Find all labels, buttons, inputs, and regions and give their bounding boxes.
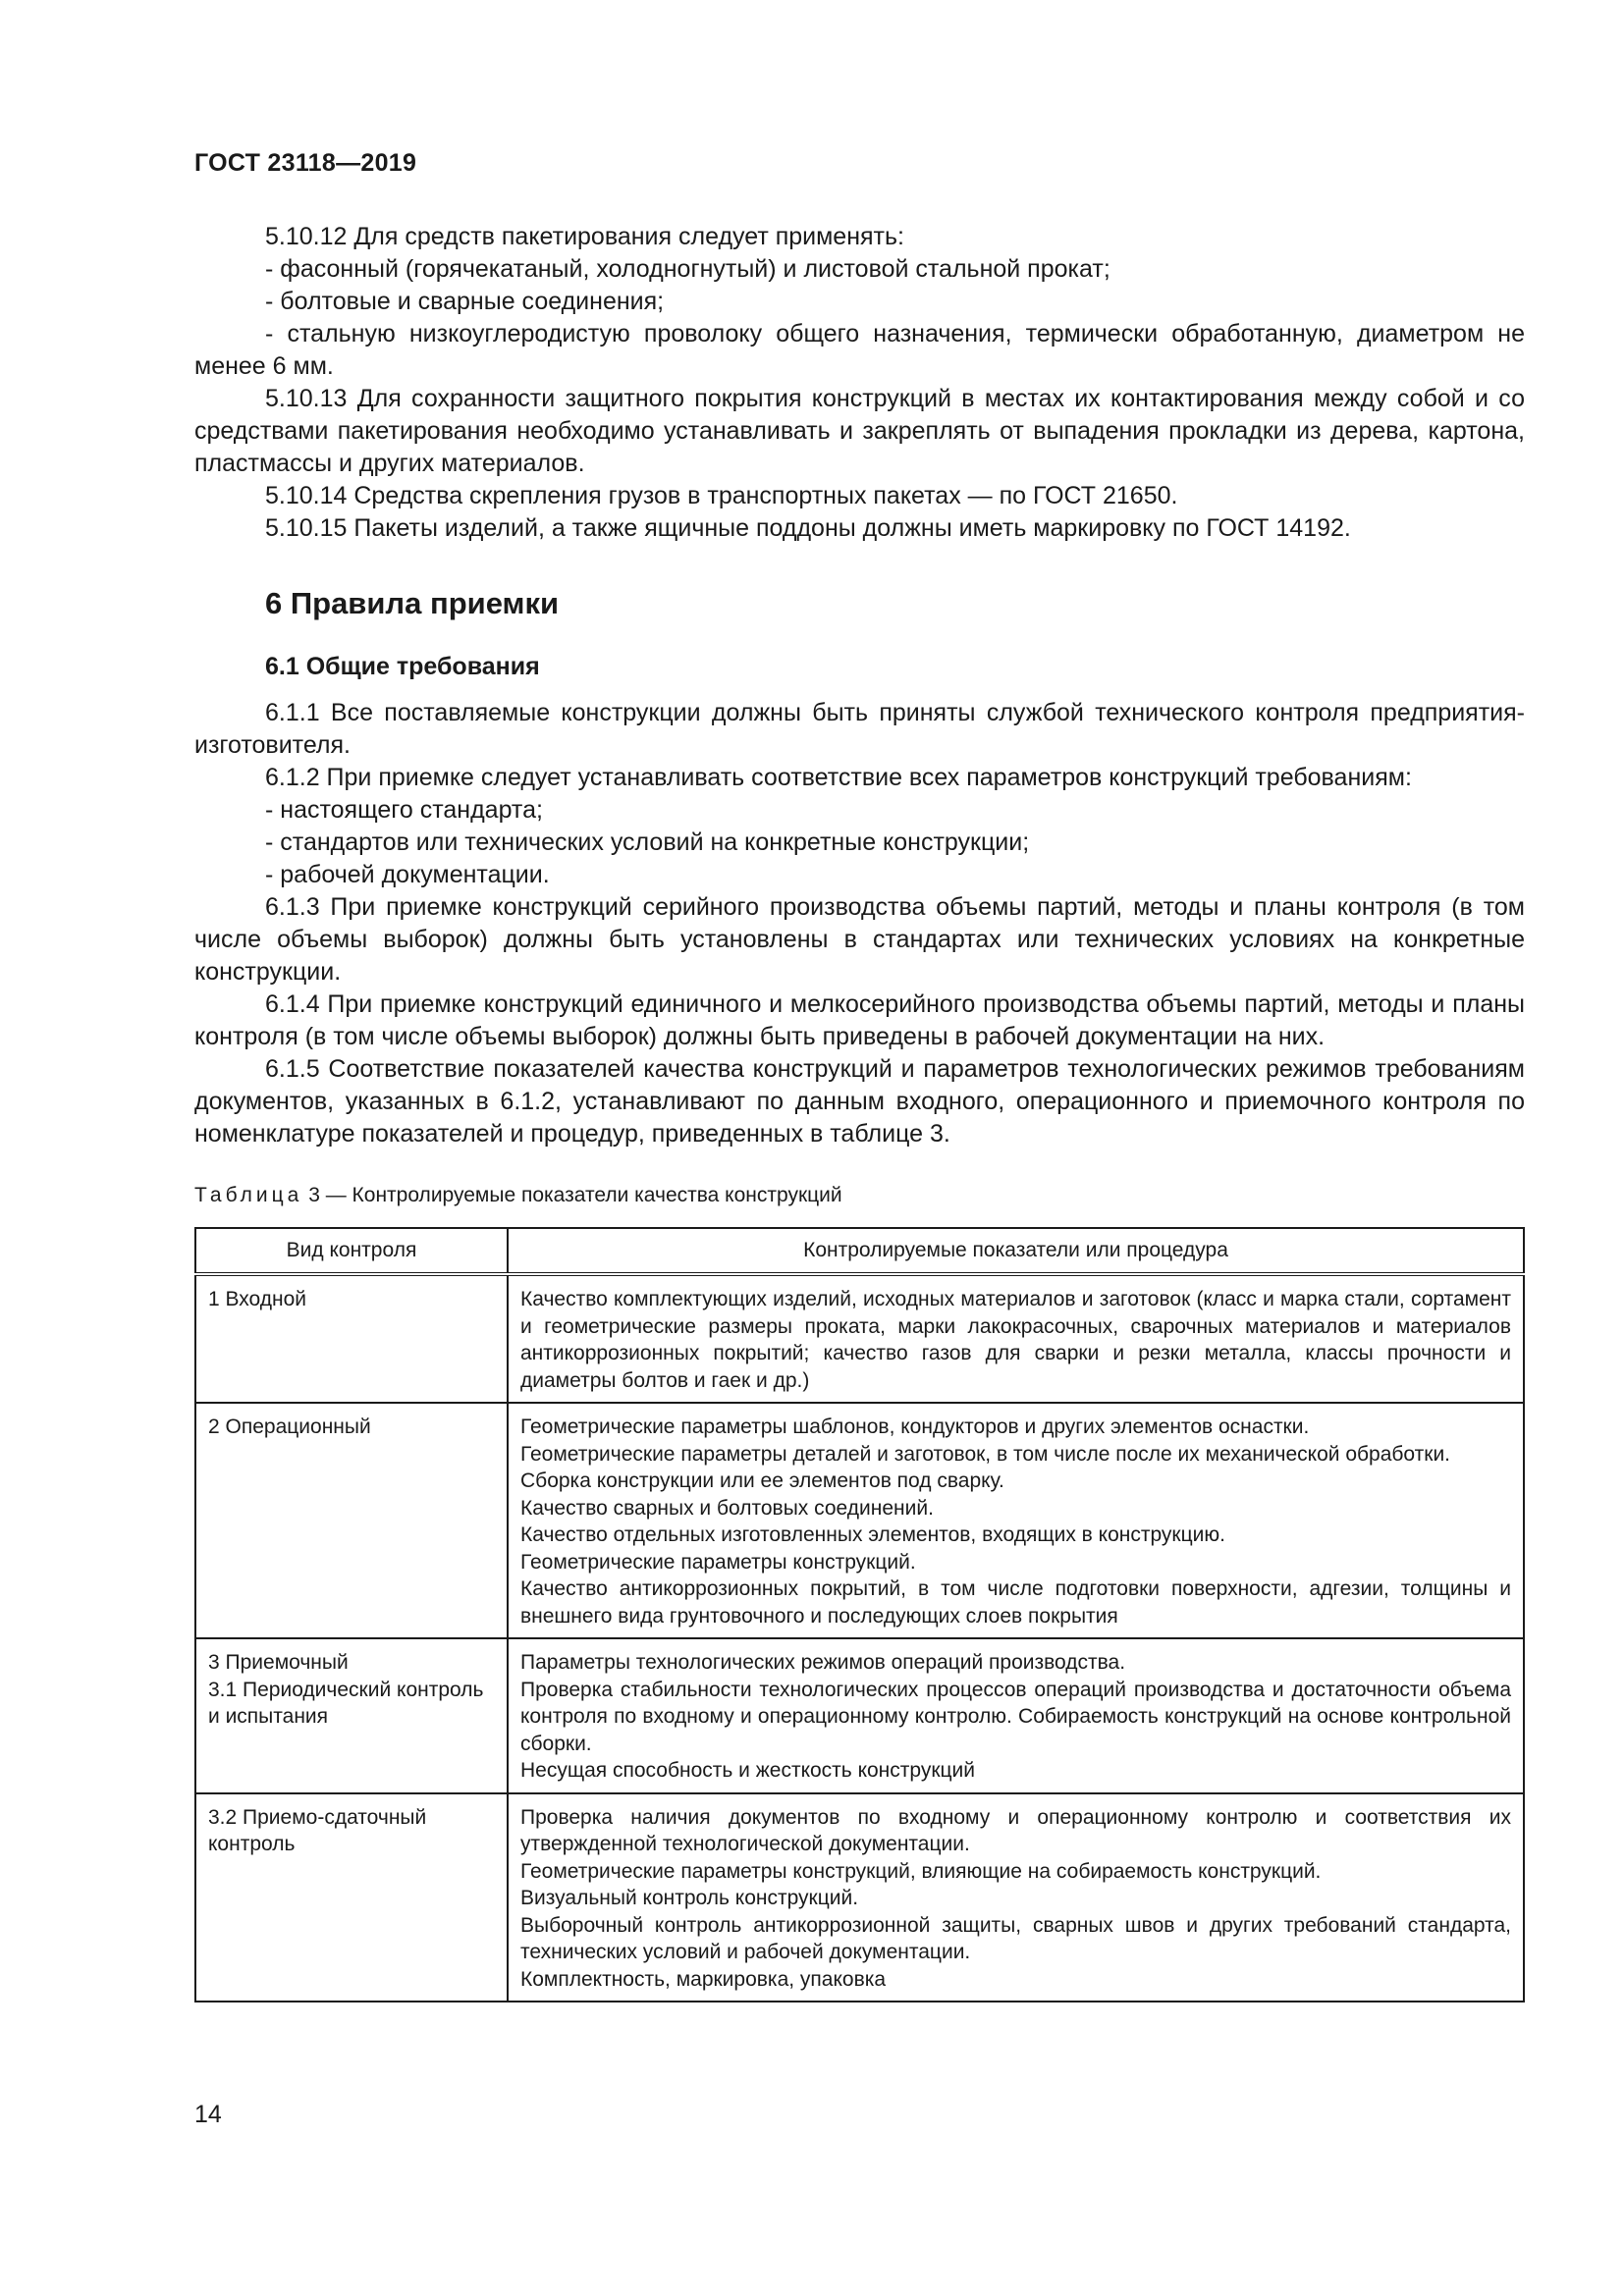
- cell-line: Геометрические параметры деталей и заготовок, в том числе после их механической обработки.: [520, 1442, 1451, 1466]
- table-row: [195, 1793, 1524, 2002]
- cell-line: Параметры технологических режимов операций производства.: [520, 1651, 1126, 1674]
- list-item: - болтовые и сварные соединения;: [265, 288, 665, 315]
- cell-line: Комплектность, маркировка, упаковка: [520, 1967, 887, 1991]
- section-6-title: 6 Правила приемки: [265, 586, 560, 620]
- cell-line: 3.1 Периодический контроль и испытания: [208, 1678, 484, 1728]
- cell-line: Сборка конструкции или ее элементов под сварку.: [520, 1469, 1004, 1492]
- indicators-cell: [508, 1403, 1524, 1638]
- cell-line: 3.2 Приемо-сдаточный контроль: [208, 1805, 427, 1855]
- page-content: [194, 221, 1525, 2002]
- table-header-row: [195, 1228, 1524, 1274]
- paragraph-5-10-14: 5.10.14 Средства скрепления грузов в транспортных пакетах — по ГОСТ 21650.: [265, 482, 1178, 509]
- cell-line: 2 Операционный: [208, 1415, 371, 1438]
- control-table: [194, 1227, 1525, 2002]
- table-row: [195, 1638, 1524, 1793]
- subsection-6-1-title: 6.1 Общие требования: [265, 653, 540, 680]
- cell-line: 1 Входной: [208, 1288, 307, 1310]
- cell-line: Качество отдельных изготовленных элементов, входящих в конструкцию.: [520, 1523, 1225, 1546]
- table-caption-text: 3 — Контролируемые показатели качества конструкций: [308, 1184, 842, 1206]
- paragraph-6-1-2: 6.1.2 При приемке следует устанавливать соответствие всех параметров конструкций требованиям:: [265, 764, 1412, 791]
- list-item: - рабочей документации.: [265, 861, 550, 888]
- paragraph-6-1-4: 6.1.4 При приемке конструкций единичного и мелкосерийного производства объемы партий, методы и планы контроля (в том числе объемы выборок) должны быть приведены в рабочей документации на них.: [194, 990, 1525, 1050]
- indicators-cell: [508, 1793, 1524, 2002]
- header-indicators: Контролируемые показатели или процедура: [508, 1228, 1524, 1274]
- table-caption-label: Таблица: [194, 1184, 303, 1206]
- cell-line: Выборочный контроль антикоррозионной защиты, сварных швов и других требований стандарта, технических условий и рабочей документации.: [520, 1913, 1511, 1963]
- cell-line: Геометрические параметры конструкций.: [520, 1550, 916, 1574]
- cell-line: Качество антикоррозионных покрытий, в том числе подготовки поверхности, адгезии, толщины и внешнего вида грунтовочного и последующих слоев покрытия: [520, 1577, 1511, 1628]
- document-header: ГОСТ 23118—2019: [194, 149, 417, 177]
- paragraph-6-1-5: 6.1.5 Соответствие показателей качества конструкций и параметров технологических режимов требованиям документов, указанных в 6.1.2, устанавливают по данным входного, операционного и приемочного контроля по номенклатуре показателей и процедур, приведенных в таблице 3.: [194, 1055, 1525, 1148]
- cell-line: Качество комплектующих изделий, исходных материалов и заготовок (класс и марка стали, сортамент и геометрические размеры проката, марки лакокрасочных, сварочных материалов и материалов антикоррозионных покрытий; качество газов для сварки и резки металла, классы прочности и диаметры болтов и гаек и др.): [520, 1288, 1511, 1392]
- page-number: 14: [194, 2101, 222, 2128]
- cell-line: Геометрические параметры конструкций, влияющие на собираемость конструкций.: [520, 1859, 1322, 1883]
- indicators-cell: [508, 1274, 1524, 1403]
- paragraph-5-10-12: 5.10.12 Для средств пакетирования следует применять:: [265, 223, 904, 250]
- control-type-cell: [195, 1274, 508, 1403]
- header-control-type: Вид контроля: [195, 1228, 508, 1274]
- table-row: [195, 1403, 1524, 1638]
- list-item-wrapped: - стальную низкоуглеродистую проволоку общего назначения, термически обработанную, диаметром не менее 6 мм.: [194, 320, 1525, 380]
- list-item: - настоящего стандарта;: [265, 796, 543, 824]
- paragraph-5-10-13: 5.10.13 Для сохранности защитного покрытия конструкций в местах их контактирования между собой и со средствами пакетирования необходимо устанавливать и закреплять от выпадения прокладки из дерева, картона, пластмассы и других материалов.: [194, 385, 1525, 477]
- cell-line: 3 Приемочный: [208, 1651, 349, 1674]
- indicators-cell: [508, 1638, 1524, 1793]
- control-type-cell: [195, 1793, 508, 2002]
- table-caption: [194, 1182, 1525, 1209]
- list-item: - фасонный (горячекатаный, холодногнутый) и листовой стальной прокат;: [265, 255, 1110, 283]
- cell-line: Проверка стабильности технологических процессов операций производства и достаточности объема контроля по входному и операционному контролю. Собираемость конструкций на основе контрольной сборки.: [520, 1678, 1511, 1755]
- cell-line: Проверка наличия документов по входному и операционному контролю и соответствия их утвержденной технологической документации.: [520, 1805, 1511, 1855]
- cell-line: Визуальный контроль конструкций.: [520, 1887, 859, 1909]
- paragraph-6-1-1: 6.1.1 Все поставляемые конструкции должны быть приняты службой технического контроля предприятия-изготовителя.: [194, 699, 1525, 759]
- cell-line: Геометрические параметры шаблонов, кондукторов и других элементов оснастки.: [520, 1415, 1310, 1438]
- paragraph-6-1-3: 6.1.3 При приемке конструкций серийного производства объемы партий, методы и планы контроля (в том числе объемы выборок) должны быть установлены в стандартах или технических условиях на конкретные конструкции.: [194, 893, 1525, 986]
- paragraph-5-10-15: 5.10.15 Пакеты изделий, а также ящичные поддоны должны иметь маркировку по ГОСТ 14192.: [265, 514, 1351, 542]
- cell-line: Качество сварных и болтовых соединений.: [520, 1496, 934, 1520]
- cell-line: Несущая способность и жесткость конструкций: [520, 1759, 976, 1782]
- list-item: - стандартов или технических условий на конкретные конструкции;: [265, 828, 1030, 856]
- control-type-cell: [195, 1638, 508, 1793]
- control-type-cell: [195, 1403, 508, 1638]
- table-row: [195, 1274, 1524, 1403]
